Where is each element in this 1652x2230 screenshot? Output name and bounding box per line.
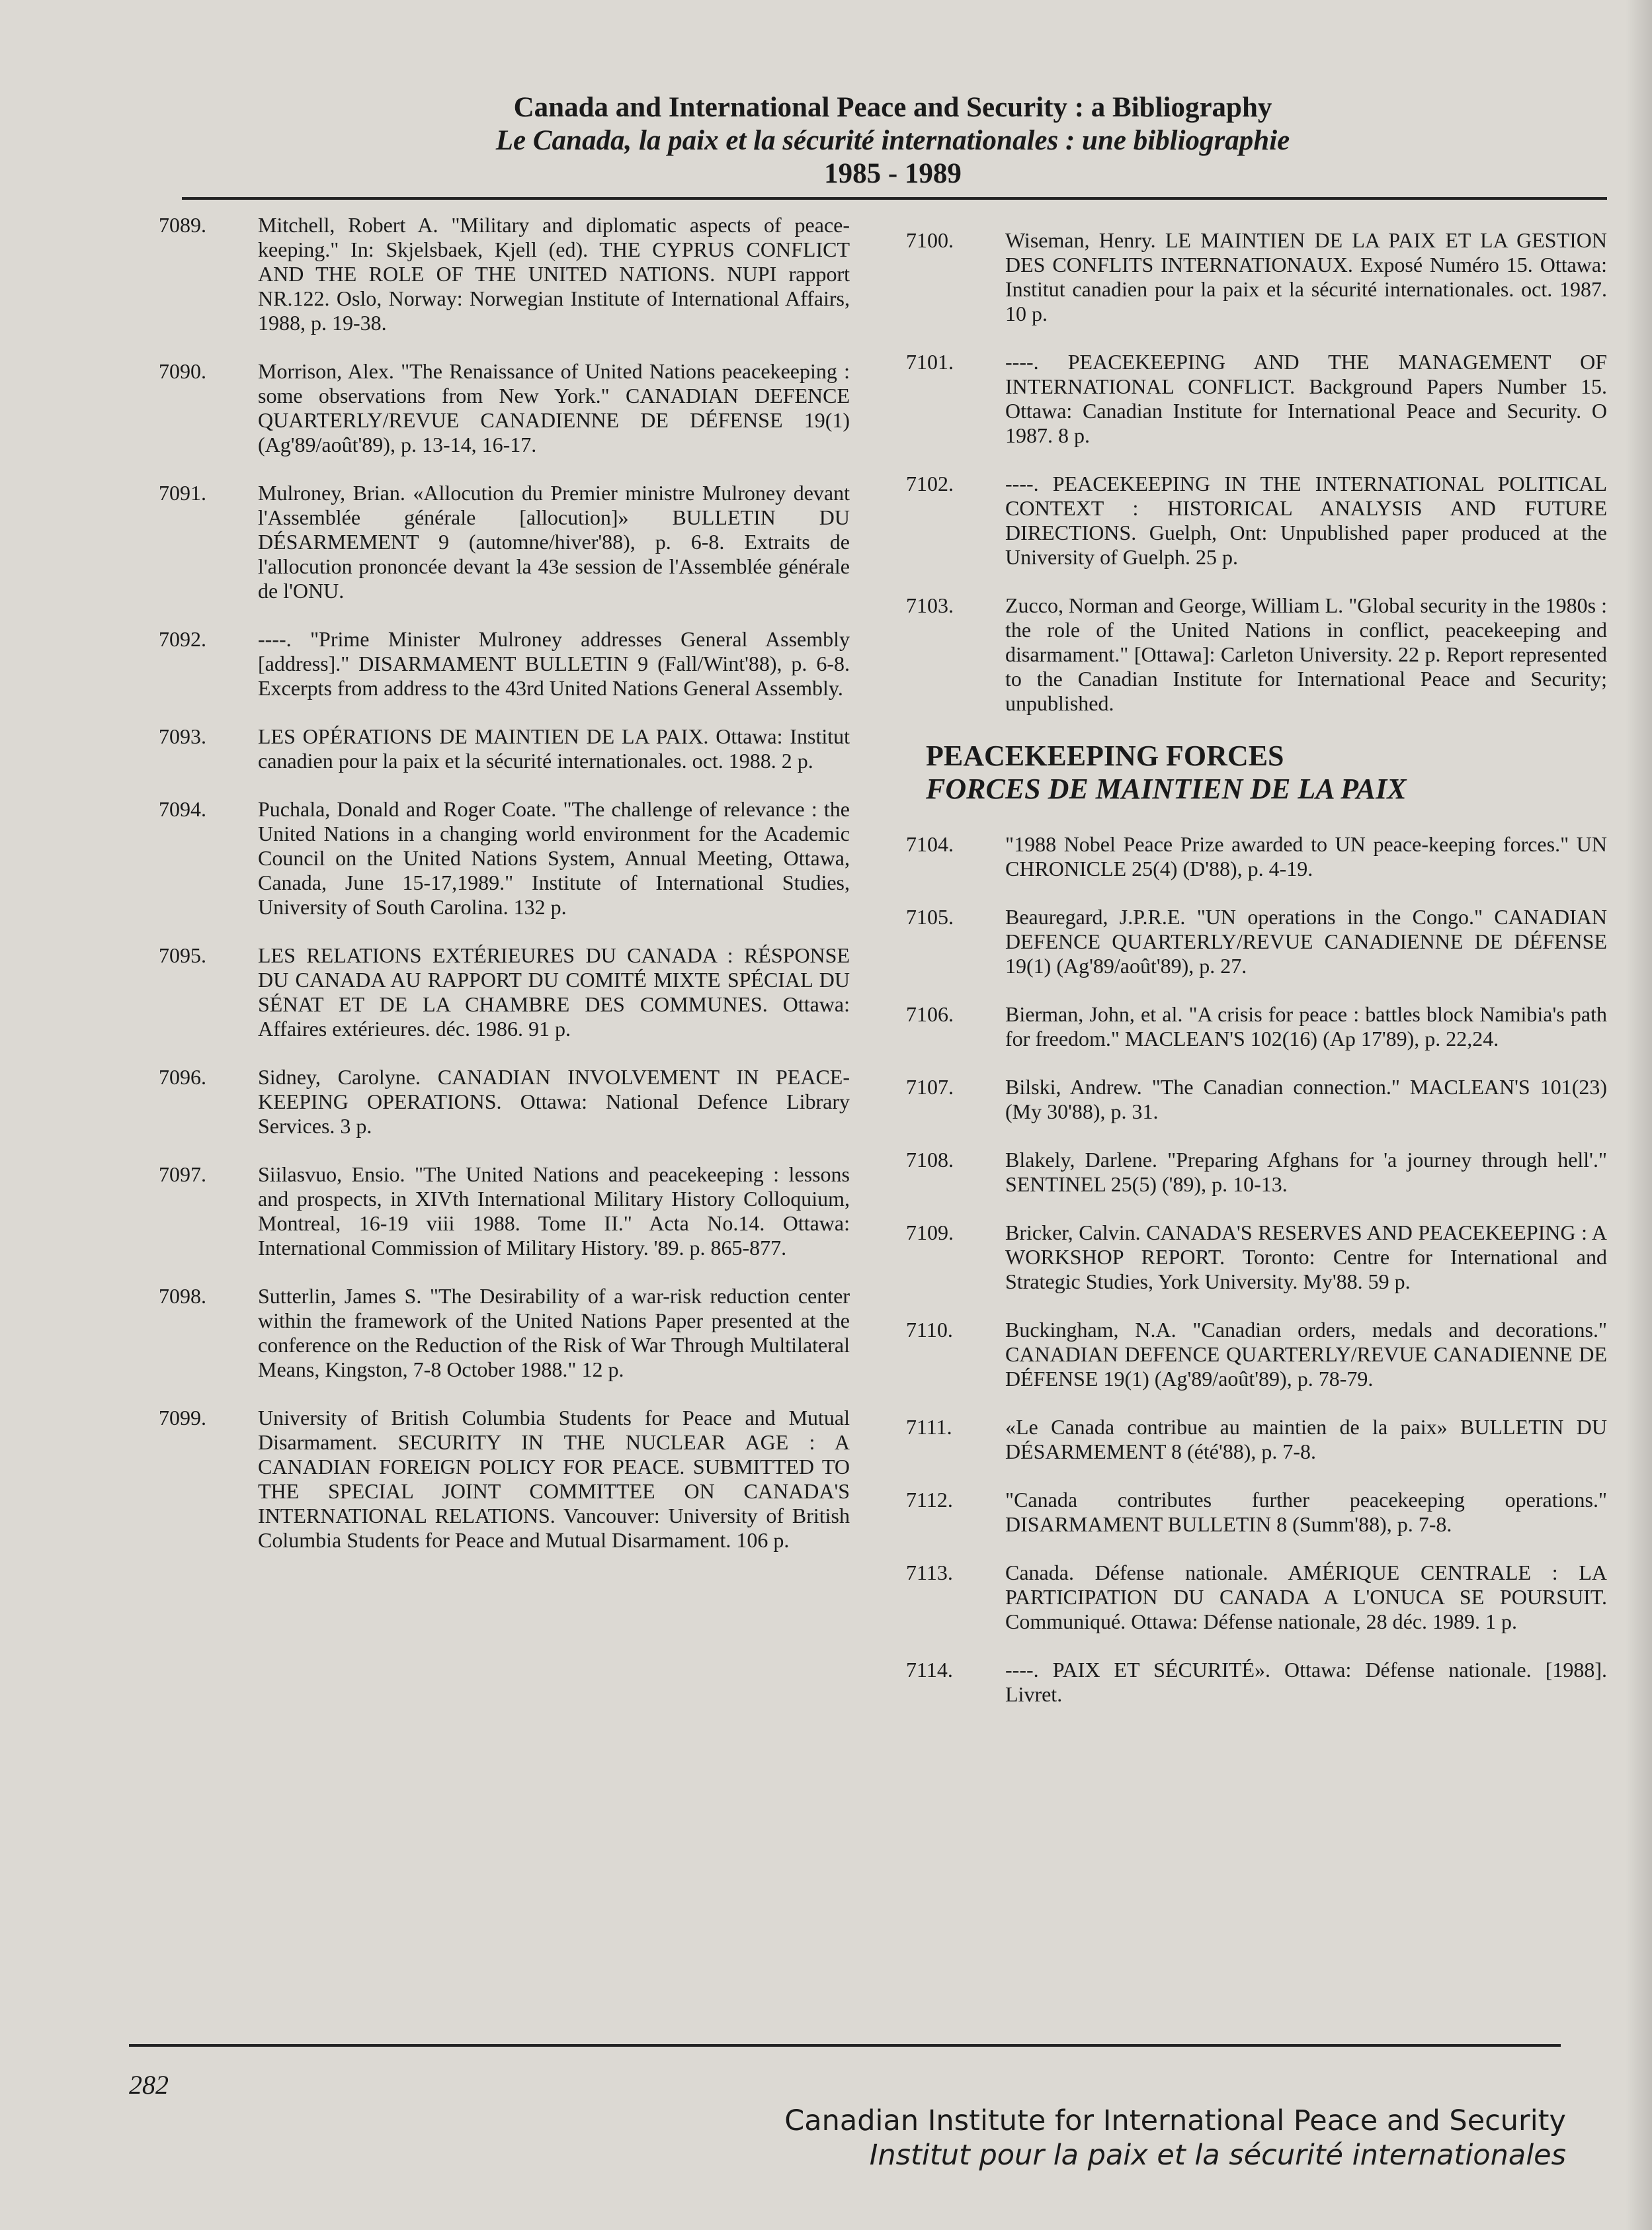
section-heading bbox=[926, 740, 1607, 806]
entry-text: University of British Columbia Students for Peace and Mutual Disarmament. SECURITY IN THE NUCLEAR AGE : A CANADIAN FOREIGN POLICY FOR PEACE. SUBMITTED TO THE SPECIAL JOINT COMMITTEE ON CANADA'S INTERNATIONAL RELATIONS. Vancouver: University of British Columbia Students for Peace and Mutual Disarmament. 106 p. bbox=[258, 1406, 850, 1552]
entry-number: 7102. bbox=[906, 472, 954, 495]
bibliography-entry bbox=[159, 627, 850, 701]
entry-number: 7091. bbox=[159, 481, 206, 505]
bibliography-entry bbox=[906, 1221, 1607, 1294]
entry-text: ----. "Prime Minister Mulroney addresses General Assembly [address]." DISARMAMENT BULLETIN 9 (Fall/Wint'88), p. 6-8. Excerpts from address to the 43rd United Nations General Assembly. bbox=[258, 627, 850, 700]
entry-text: ----. PAIX ET SÉCURITÉ». Ottawa: Défense nationale. [1988]. Livret. bbox=[1005, 1658, 1607, 1706]
entry-text: Wiseman, Henry. LE MAINTIEN DE LA PAIX ET LA GESTION DES CONFLITS INTERNATIONAUX. Exposé Numéro 15. Ottawa: Institut canadien pour la paix et la sécurité internationales. oct. 1987. 10 p. bbox=[1005, 228, 1607, 325]
entry-number: 7090. bbox=[159, 359, 206, 383]
entry-text: "1988 Nobel Peace Prize awarded to UN peace-keeping forces." UN CHRONICLE 25(4) (D'88), p. 4-19. bbox=[1005, 832, 1607, 880]
entry-number: 7098. bbox=[159, 1284, 206, 1308]
bibliography-entry bbox=[906, 1415, 1607, 1464]
footer-institute bbox=[784, 2104, 1566, 2172]
entry-text: LES OPÉRATIONS DE MAINTIEN DE LA PAIX. Ottawa: Institut canadien pour la paix et la sécurité internationales. oct. 1988. 2 p. bbox=[258, 724, 850, 773]
entry-text: LES RELATIONS EXTÉRIEURES DU CANADA : RÉSPONSE DU CANADA AU RAPPORT DU COMITÉ MIXTE SPÉCIAL DU SÉNAT ET DE LA CHAMBRE DES COMMUNES. Ottawa: Affaires extérieures. déc. 1986. 91 p. bbox=[258, 943, 850, 1041]
entry-number: 7105. bbox=[906, 905, 954, 929]
entry-number: 7097. bbox=[159, 1162, 206, 1186]
footer-rule bbox=[129, 2044, 1561, 2047]
right-entries-top bbox=[906, 228, 1607, 716]
entry-number: 7101. bbox=[906, 350, 954, 374]
right-entries-bottom bbox=[906, 832, 1607, 1707]
entry-text: Sutterlin, James S. "The Desirability of a war-risk reduction center within the framework of the United Nations Paper presented at the conference on the Reduction of the Risk of War Through Multilateral Means, Kingston, 7-8 October 1988." 12 p. bbox=[258, 1284, 850, 1381]
bibliography-entry bbox=[906, 1318, 1607, 1391]
bibliography-entry bbox=[906, 1002, 1607, 1051]
bibliography-entry bbox=[906, 905, 1607, 978]
bibliography-entry bbox=[159, 1065, 850, 1138]
entry-number: 7108. bbox=[906, 1148, 954, 1172]
entry-text: ----. PEACEKEEPING AND THE MANAGEMENT OF INTERNATIONAL CONFLICT. Background Papers Number 15. Ottawa: Canadian Institute for International Peace and Security. O 1987. 8 p. bbox=[1005, 350, 1607, 447]
bibliography-entry bbox=[159, 1162, 850, 1260]
left-column bbox=[159, 213, 850, 1576]
bibliography-entry bbox=[159, 943, 850, 1041]
header-years: 1985 - 1989 bbox=[824, 158, 962, 189]
entry-text: Morrison, Alex. "The Renaissance of United Nations peacekeeping : some observations from New York." CANADIAN DEFENCE QUARTERLY/REVUE CANADIENNE DE DÉFENSE 19(1) (Ag'89/août'89), p. 13-14, 16-17. bbox=[258, 359, 850, 456]
entry-number: 7107. bbox=[906, 1075, 954, 1099]
entry-text: «Le Canada contribue au maintien de la paix» BULLETIN DU DÉSARMEMENT 8 (été'88), p. 7-8. bbox=[1005, 1415, 1607, 1463]
bibliography-entry bbox=[906, 350, 1607, 448]
entry-text: Bricker, Calvin. CANADA'S RESERVES AND PEACEKEEPING : A WORKSHOP REPORT. Toronto: Centre for International and Strategic Studies, York University. My'88. 59 p. bbox=[1005, 1221, 1607, 1293]
entry-text: ----. PEACEKEEPING IN THE INTERNATIONAL POLITICAL CONTEXT : HISTORICAL ANALYSIS AND FUTURE DIRECTIONS. Guelph, Ont: Unpublished paper produced at the University of Guelph. 25 p. bbox=[1005, 472, 1607, 569]
entry-number: 7100. bbox=[906, 228, 954, 252]
entry-number: 7099. bbox=[159, 1406, 206, 1430]
entry-number: 7112. bbox=[906, 1488, 953, 1512]
entry-number: 7104. bbox=[906, 832, 954, 856]
entry-number: 7095. bbox=[159, 943, 206, 967]
page-header bbox=[179, 91, 1607, 191]
bibliography-entry bbox=[159, 724, 850, 773]
bibliography-entry bbox=[906, 593, 1607, 716]
header-rule bbox=[182, 197, 1607, 200]
header-title-en: Canada and International Peace and Security : a Bibliography bbox=[513, 92, 1272, 123]
entry-text: Mitchell, Robert A. "Military and diplomatic aspects of peace-keeping." In: Skjelsbaek, Kjell (ed). THE CYPRUS CONFLICT AND THE ROLE OF THE UNITED NATIONS. NUPI rapport NR.122. Oslo, Norway: Norwegian Institute of International Affairs, 1988, p. 19-38. bbox=[258, 213, 850, 335]
bibliography-entry bbox=[906, 1148, 1607, 1197]
entry-text: Bierman, John, et al. "A crisis for peace : battles block Namibia's path for freedom." MACLEAN'S 102(16) (Ap 17'89), p. 22,24. bbox=[1005, 1002, 1607, 1051]
entry-number: 7093. bbox=[159, 724, 206, 748]
section-title-en: PEACEKEEPING FORCES bbox=[926, 740, 1284, 772]
entry-text: Sidney, Carolyne. CANADIAN INVOLVEMENT IN PEACE-KEEPING OPERATIONS. Ottawa: National Defence Library Services. 3 p. bbox=[258, 1065, 850, 1138]
entry-text: Canada. Défense nationale. AMÉRIQUE CENTRALE : LA PARTICIPATION DU CANADA A L'ONUCA SE POURSUIT. Communiqué. Ottawa: Défense nationale, 28 déc. 1989. 1 p. bbox=[1005, 1561, 1607, 1633]
entry-text: Zucco, Norman and George, William L. "Global security in the 1980s : the role of the United Nations in conflict, peacekeeping and disarmament." [Ottawa]: Carleton University. 22 p. Report represented to the Canadian Institute for International Peace and Security; unpublished. bbox=[1005, 593, 1607, 715]
bibliography-entry bbox=[159, 481, 850, 603]
bibliography-entry bbox=[159, 213, 850, 335]
bibliography-entry bbox=[159, 797, 850, 920]
footer-institute-en: Canadian Institute for International Peace and Security bbox=[784, 2104, 1566, 2137]
bibliography-entry bbox=[906, 1488, 1607, 1537]
bibliography-entry bbox=[906, 472, 1607, 570]
entry-text: Buckingham, N.A. "Canadian orders, medals and decorations." CANADIAN DEFENCE QUARTERLY/REVUE CANADIENNE DE DÉFENSE 19(1) (Ag'89/août'89), p. 78-79. bbox=[1005, 1318, 1607, 1391]
bibliography-entry bbox=[906, 832, 1607, 881]
page-number: 282 bbox=[129, 2070, 169, 2100]
entry-text: Siilasvuo, Ensio. "The United Nations and peacekeeping : lessons and prospects, in XIVth International Military History Colloquium, Montreal, 16-19 viii 1988. Tome II." Acta No.14. Ottawa: International Commission of Military History. '89. p. 865-877. bbox=[258, 1162, 850, 1260]
entry-text: Blakely, Darlene. "Preparing Afghans for 'a journey through hell'." SENTINEL 25(5) ('89), p. 10-13. bbox=[1005, 1148, 1607, 1196]
bibliography-entry bbox=[159, 1406, 850, 1553]
entry-number: 7113. bbox=[906, 1561, 953, 1584]
entry-number: 7114. bbox=[906, 1658, 953, 1682]
entry-text: Beauregard, J.P.R.E. "UN operations in the Congo." CANADIAN DEFENCE QUARTERLY/REVUE CANADIENNE DE DÉFENSE 19(1) (Ag'89/août'89), p. 27. bbox=[1005, 905, 1607, 978]
entry-text: Puchala, Donald and Roger Coate. "The challenge of relevance : the United Nations in a changing world environment for the Academic Council on the United Nations System, Annual Meeting, Ottawa, Canada, June 15-17,1989." Institute of International Studies, University of South Carolina. 132 p. bbox=[258, 797, 850, 919]
right-column bbox=[906, 228, 1607, 1731]
entry-number: 7103. bbox=[906, 593, 954, 617]
bibliography-entry bbox=[906, 1561, 1607, 1634]
entry-text: Bilski, Andrew. "The Canadian connection." MACLEAN'S 101(23) (My 30'88), p. 31. bbox=[1005, 1075, 1607, 1123]
entry-number: 7094. bbox=[159, 797, 206, 821]
entry-number: 7109. bbox=[906, 1221, 954, 1244]
section-title-fr: FORCES DE MAINTIEN DE LA PAIX bbox=[926, 773, 1407, 805]
entry-number: 7096. bbox=[159, 1065, 206, 1089]
entry-number: 7106. bbox=[906, 1002, 954, 1026]
bibliography-entry bbox=[906, 1075, 1607, 1124]
entry-number: 7110. bbox=[906, 1318, 953, 1342]
entry-text: "Canada contributes further peacekeeping operations." DISARMAMENT BULLETIN 8 (Summ'88), p. 7-8. bbox=[1005, 1488, 1607, 1536]
bibliography-entry bbox=[159, 1284, 850, 1382]
footer-institute-fr: Institut pour la paix et la sécurité internationales bbox=[869, 2139, 1566, 2172]
entry-number: 7111. bbox=[906, 1415, 952, 1439]
bibliography-entry bbox=[159, 359, 850, 457]
bibliography-entry bbox=[906, 228, 1607, 326]
header-title-fr: Le Canada, la paix et la sécurité internationales : une bibliographie bbox=[495, 125, 1290, 156]
entry-number: 7092. bbox=[159, 627, 206, 651]
entry-text: Mulroney, Brian. «Allocution du Premier ministre Mulroney devant l'Assemblée générale [allocution]» BULLETIN DU DÉSARMEMENT 9 (automne/hiver'88), p. 6-8. Extraits de l'allocution prononcée devant la 43e session de l'Assemblée générale de l'ONU. bbox=[258, 481, 850, 603]
bibliography-entry bbox=[906, 1658, 1607, 1707]
entry-number: 7089. bbox=[159, 213, 206, 237]
